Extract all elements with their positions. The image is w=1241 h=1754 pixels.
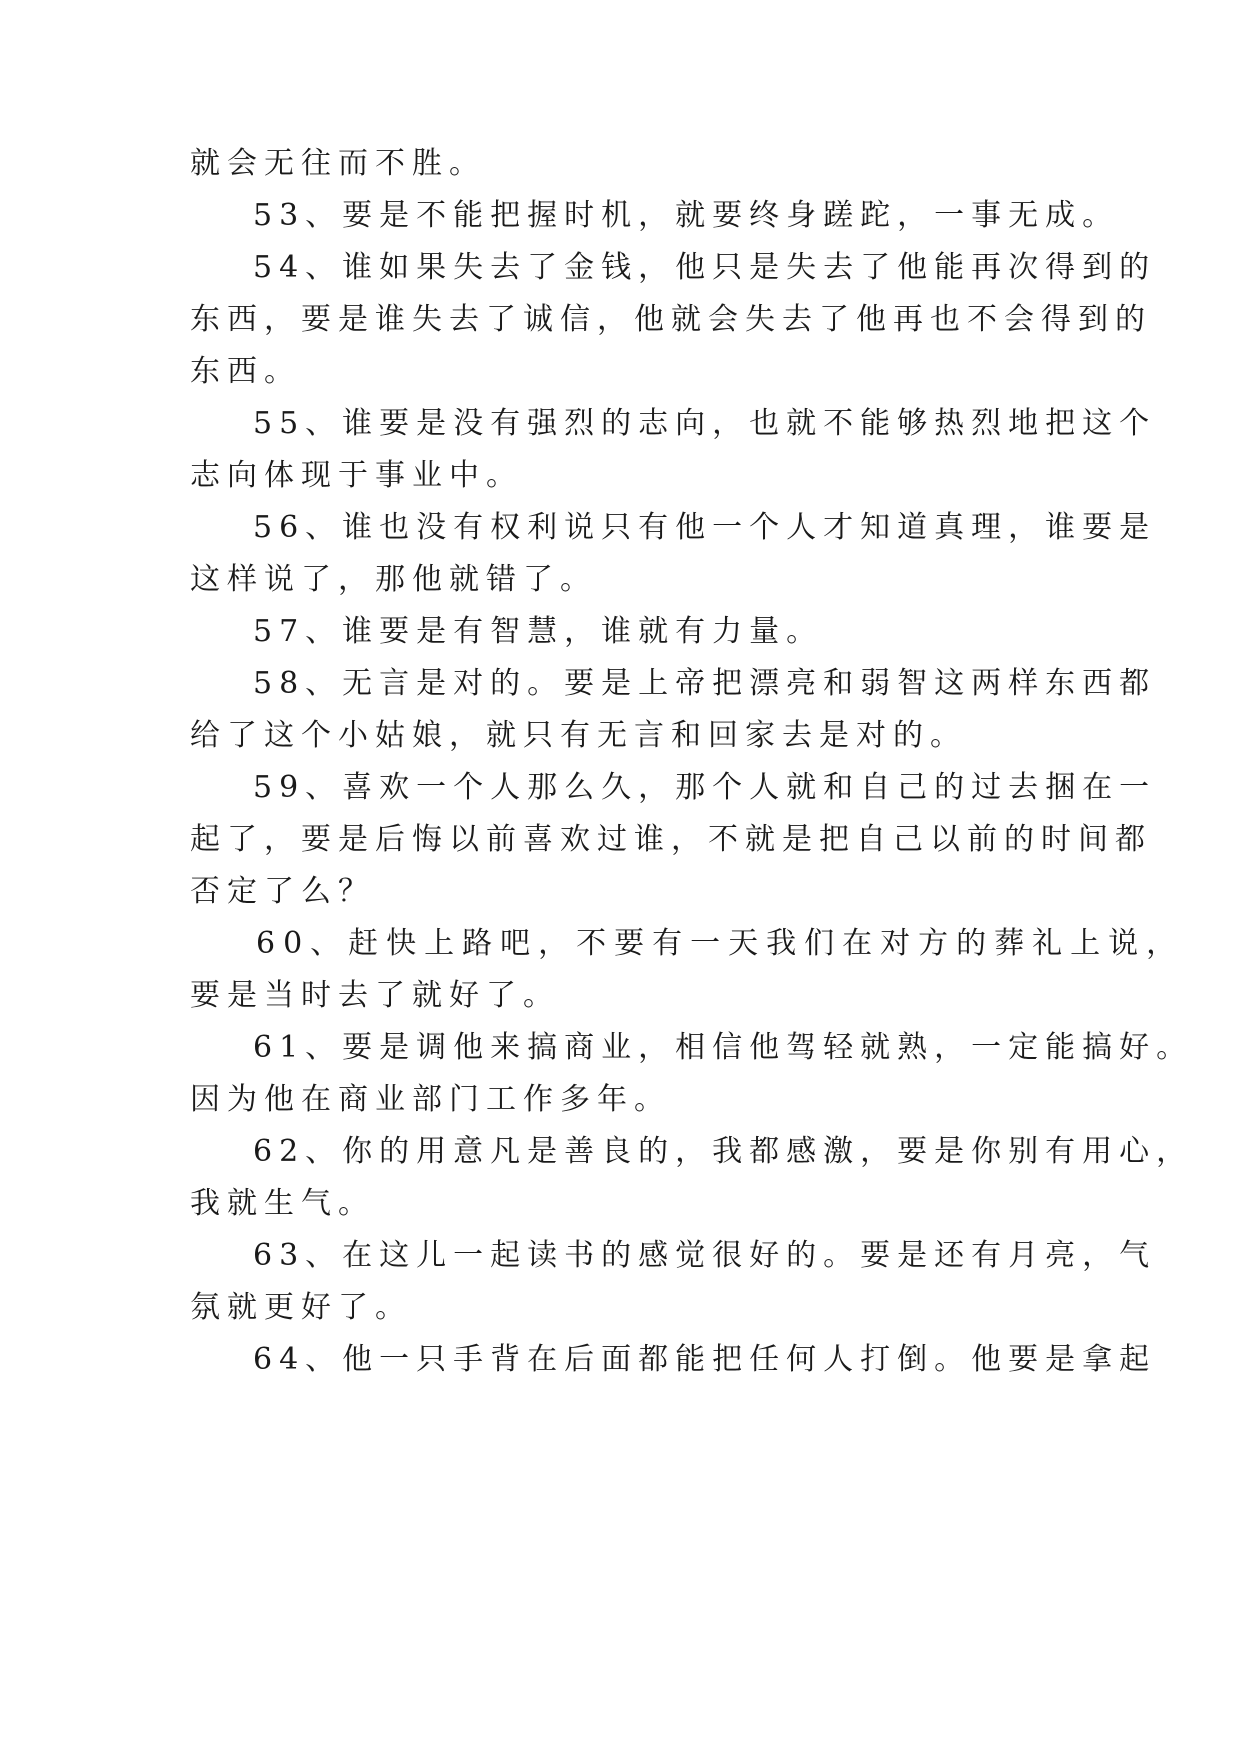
text-line: 东西。 [190, 354, 301, 389]
text-line: 58、无言是对的。要是上帝把漂亮和弱智这两样东西都 [253, 666, 1157, 701]
text-line: 53、要是不能把握时机，就要终身蹉跎，一事无成。 [253, 198, 1120, 233]
text-line: 59、喜欢一个人那么久，那个人就和自己的过去捆在一 [253, 770, 1157, 805]
text-line: 64、他一只手背在后面都能把任何人打倒。他要是拿起 [253, 1342, 1157, 1377]
text-line: 54、谁如果失去了金钱，他只是失去了他能再次得到的 [253, 250, 1157, 285]
text-line: 否定了么？ [190, 874, 375, 909]
text-line: 要是当时去了就好了。 [190, 978, 560, 1013]
text-line: 起了，要是后悔以前喜欢过谁，不就是把自己以前的时间都 [190, 822, 1152, 857]
text-line: 这样说了，那他就错了。 [190, 562, 597, 597]
text-line: 东西，要是谁失去了诚信，他就会失去了他再也不会得到的 [190, 302, 1152, 337]
text-line: 因为他在商业部门工作多年。 [190, 1082, 671, 1117]
text-line: 给了这个小姑娘，就只有无言和回家去是对的。 [190, 718, 967, 753]
text-line: 61、要是调他来搞商业，相信他驾轻就熟，一定能搞好。 [253, 1030, 1194, 1065]
text-line: 我就生气。 [190, 1186, 375, 1221]
text-line: 志向体现于事业中。 [190, 458, 523, 493]
text-line: 57、谁要是有智慧，谁就有力量。 [253, 614, 824, 649]
text-line: 就会无往而不胜。 [190, 146, 486, 181]
text-line: 62、你的用意凡是善良的，我都感激，要是你别有用心， [253, 1134, 1194, 1169]
text-line: 60、赶快上路吧，不要有一天我们在对方的葬礼上说， [256, 926, 1185, 961]
text-line: 63、在这儿一起读书的感觉很好的。要是还有月亮，气 [253, 1238, 1157, 1273]
text-line: 56、谁也没有权利说只有他一个人才知道真理，谁要是 [253, 510, 1157, 545]
text-line: 氛就更好了。 [190, 1290, 412, 1325]
text-line: 55、谁要是没有强烈的志向，也就不能够热烈地把这个 [253, 406, 1157, 441]
